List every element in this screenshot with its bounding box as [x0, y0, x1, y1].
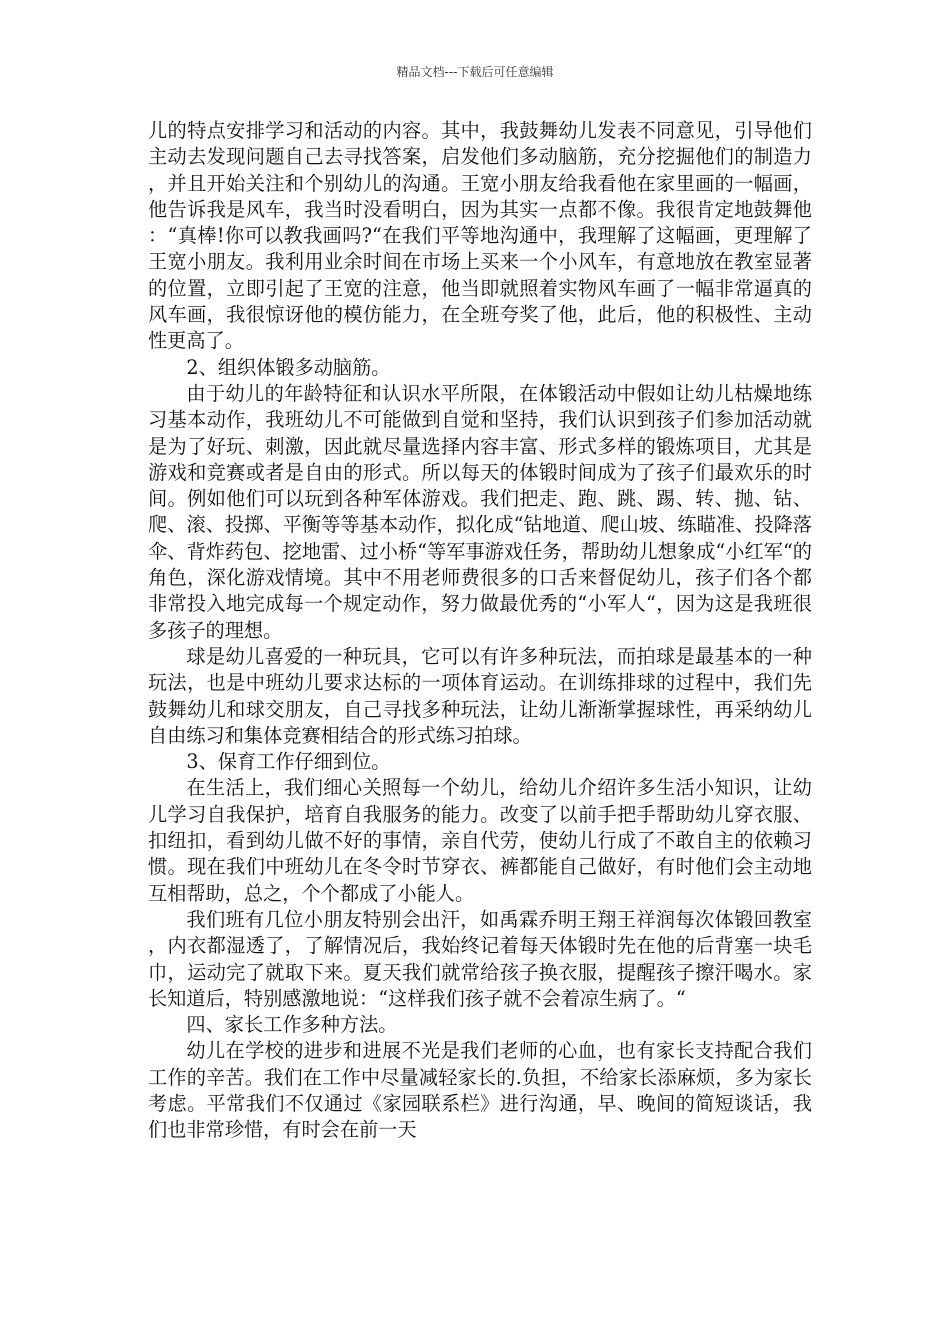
paragraph-continued: 儿的特点安排学习和活动的内容。其中，我鼓舞幼儿发表不同意见，引导他们主动去发现问题自己去寻找答案，启发他们多动脑筋，充分挖掘他们的制造力，并且开始关注和个别幼儿的沟通。王宽小朋友给我看他在家里画的一幅画，他告诉我是风车，我当时没看明白，因为其实一点都不像。我很肯定地鼓舞他：“真棒!你可以教我画吗?“在我们平等地沟通中，我理解了这幅画，更理解了王宽小朋友。我利用业余时间在市场上买来一个小风车，有意地放在教室显著的位置，立即引起了王宽的注意，他当即就照着实物风车画了一幅非常逼真的风车画，我很惊讶他的模仿能力，在全班夸奖了他，此后，他的积极性、主动性更高了。: [148, 119, 812, 353]
paragraph-exercise: 由于幼儿的年龄特征和认识水平所限，在体锻活动中假如让幼儿枯燥地练习基本动作，我班幼儿不可能做到自觉和坚持，我们认识到孩子们参加活动就是为了好玩、刺激，因此就尽量选择内容丰富、形式多样的锻炼项目，尤其是游戏和竞赛或者是自由的形式。所以每天的体锻时间成为了孩子们最欢乐的时间。例如他们可以玩到各种军体游戏。我们把走、跑、跳、踢、转、抛、钻、爬、滚、投掷、平衡等等基本动作，拟化成“钻地道、爬山坡、练瞄准、投降落伞、背炸药包、挖地雷、过小桥“等军事游戏任务，帮助幼儿想象成“小红军“的角色，深化游戏情境。其中不用老师费很多的口舌来督促幼儿，孩子们各个都非常投入地完成每一个规定动作，努力做最优秀的“小军人“，因为这是我班很多孩子的理想。: [148, 381, 812, 642]
section-heading-care: 3、保育工作仔细到位。: [186, 750, 391, 774]
section-heading-parents: 四、家长工作多种方法。: [186, 1013, 398, 1037]
paragraph-parents: 幼儿在学校的进步和进展不光是我们老师的心血，也有家长支持配合我们工作的辛苦。我们在工作中尽量减轻家长的.负担，不给家长添麻烦，多为家长考虑。平常我们不仅通过《家园联系栏》进行沟通，早、晚间的简短谈话，我们也非常珍惜，有时会在前一天: [148, 1039, 812, 1142]
document-body: [148, 118, 812, 1144]
paragraph-ball: 球是幼儿喜爱的一种玩具，它可以有许多种玩法，而拍球是最基本的一种玩法，也是中班幼儿要求达标的一项体育运动。在训练排球的过程中，我们先鼓舞幼儿和球交朋友，自己寻找多种玩法，让幼儿渐渐掌握球性，再采纳幼儿自由练习和集体竞赛相结合的形式练习拍球。: [148, 644, 812, 747]
section-heading-exercise: 2、组织体锻多动脑筋。: [186, 355, 391, 379]
paragraph-care-life: 在生活上，我们细心关照每一个幼儿，给幼儿介绍许多生活小知识，让幼儿学习自我保护，培育自我服务的能力。改变了以前手把手帮助幼儿穿衣服、扣纽扣，看到幼儿做不好的事情，亲自代劳，使幼儿行成了不敢自主的依赖习惯。现在我们中班幼儿在冬令时节穿衣、裤都能自己做好，有时他们会主动地互相帮助，总之，个个都成了小能人。: [148, 776, 812, 905]
paragraph-care-sweat: 我们班有几位小朋友特别会出汗，如禹霖乔明王翔王祥润每次体锻回教室，内衣都湿透了，了解情况后，我始终记着每天体锻时先在他的后背塞一块毛巾，运动完了就取下来。夏天我们就常给孩子换衣服，提醒孩子擦汗喝水。家长知道后，特别感激地说：“这样我们孩子就不会着凉生病了。“: [148, 907, 812, 1010]
page-header: 精品文档---下载后可任意编辑: [396, 65, 554, 79]
